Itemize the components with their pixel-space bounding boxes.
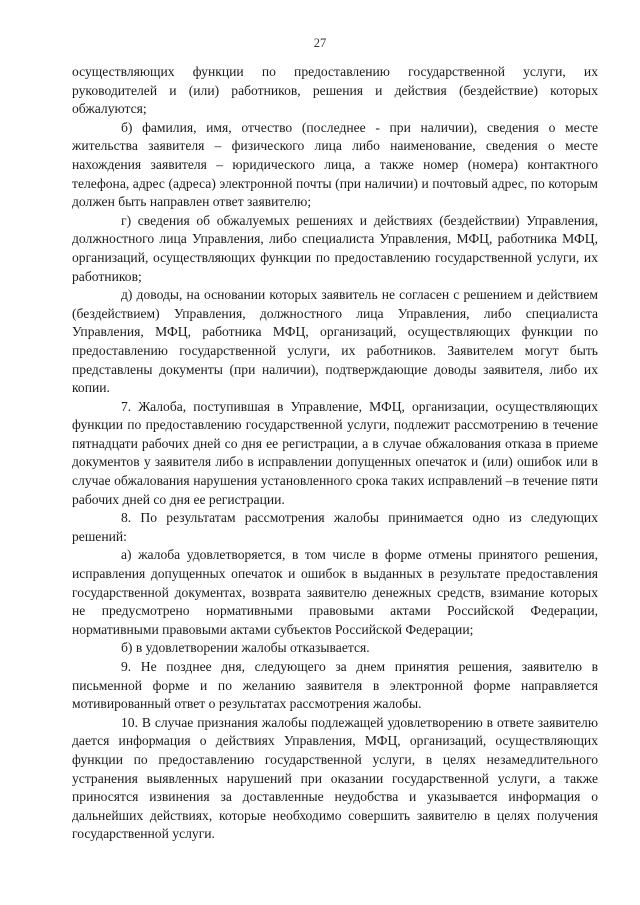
page-number: 27 [313,36,327,50]
paragraph-item-a-satisfied: а) жалоба удовлетворяется, в том числе в форме отмены принятого решения, исправления допущенных опечаток и ошибок в выданных в результате предоставления государственной документах, возврата заявителю денежных средств, взимание которых не предусмотрено нормативными правовыми актами Российской Федерации, нормативными правовыми актами субъектов Российской Федерации; [72,547,598,637]
paragraph-7-complaint-review: 7. Жалоба, поступившая в Управление, МФЦ, организации, осуществляющих функции по предоставлению государственной услуги, подлежит рассмотрению в течение пятнадцати рабочих дней со дня ее регистрации, а в случае обжалования отказа в приеме документов у заявителя либо в исправлении допущенных опечаток и (или) ошибок или в случае обжалования нарушения установленного срока таких исправлений –в течение пяти рабочих дней со дня ее регистрации. [72,398,598,507]
paragraph-9-response: 9. Не позднее дня, следующего за днем принятия решения, заявителю в письменной форме и по желанию заявителя в электронной форме направляется мотивированный ответ о результатах рассмотрения жалобы. [72,659,598,712]
document-body [72,63,598,844]
paragraph-item-b-rejected: б) в удовлетворении жалобы отказывается. [121,640,370,656]
paragraph-item-g-appealed-decisions: г) сведения об обжалуемых решениях и действиях (бездействии) Управления, должностного лица Управления, либо специалиста Управления, МФЦ, работника МФЦ, организаций, осуществляющих функции по предоставлению государственной услуги, их работников; [72,212,598,284]
paragraph-item-b-applicant-info: б) фамилия, имя, отчество (последнее - при наличии), сведения о месте жительства заявителя – физического лица либо наименование, сведения о месте нахождения заявителя – юридического лица, а также номер (номера) контактного телефона, адрес (адреса) электронной почты (при наличии) и почтовый адрес, по которым должен быть направлен ответ заявителю; [72,119,598,210]
paragraph-continuation: осуществляющих функции по предоставлению государственной услуги, их руководителей и (или) работников, решения и действия (бездействие) которых обжалуются; [72,64,598,117]
paragraph-item-d-arguments: д) доводы, на основании которых заявитель не согласен с решением и действием (бездействием) Управления, должностного лица Управления, либо специалиста Управления, МФЦ, работника МФЦ, организаций, осуществляющих функции по предоставлению государственной услуги, их работников. Заявителем могут быть представлены документы (при наличии), подтверждающие доводы заявителя, либо их копии. [72,287,598,396]
paragraph-8-decisions: 8. По результатам рассмотрения жалобы принимается одно из следующих решений: [72,510,598,544]
paragraph-10-satisfaction-info: 10. В случае признания жалобы подлежащей удовлетворению в ответе заявителю дается информация о действиях Управления, МФЦ, организаций, осуществляющих функции по предоставлению государственной услуги, в целях незамедлительного устранения выявленных нарушений при оказании государственной услуги, а также приносятся извинения за доставленные неудобства и указывается информация о дальнейших действиях, которые необходимо совершить заявителю в целях получения государственной услуги. [72,714,598,842]
